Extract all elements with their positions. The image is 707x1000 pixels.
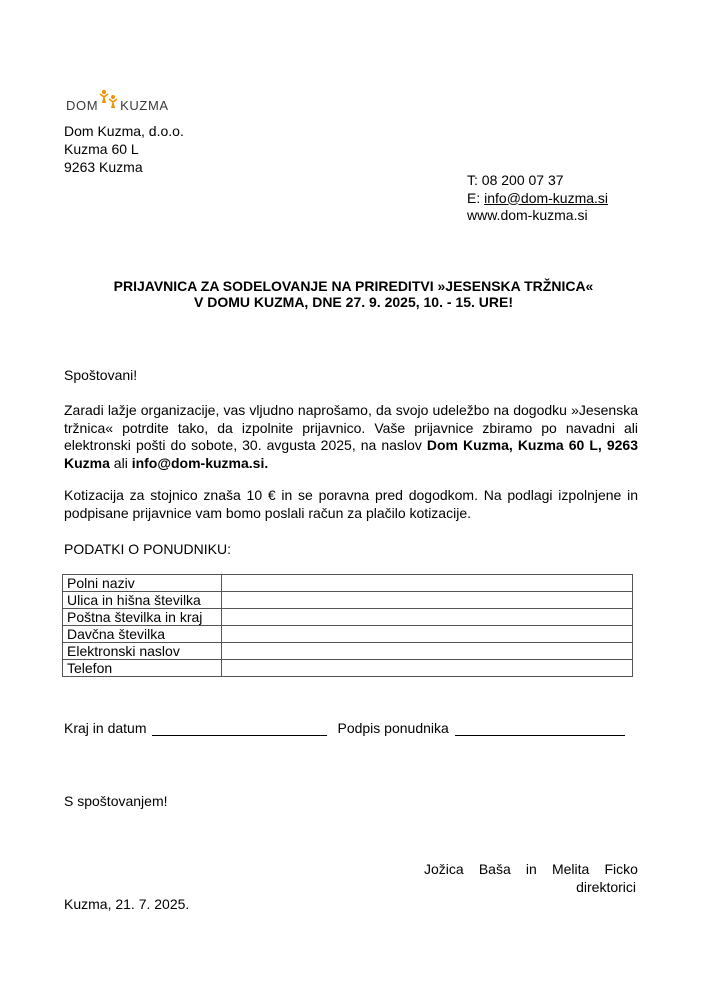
title-line-1: PRIJAVNICA ZA SODELOVANJE NA PRIREDITVI »JESENSKA TRŽNICA« bbox=[113, 278, 594, 294]
place-and-date: Kuzma, 21. 7. 2025. bbox=[64, 896, 190, 912]
email-link[interactable]: info@dom-kuzma.si bbox=[484, 189, 609, 206]
phone-prefix: T: bbox=[467, 172, 482, 188]
table-row bbox=[63, 592, 633, 609]
closing-greeting: S spoštovanjem! bbox=[64, 793, 168, 809]
document-title bbox=[40, 278, 667, 310]
logo-text-kuzma: KUZMA bbox=[120, 98, 169, 113]
street-field[interactable] bbox=[222, 592, 633, 609]
signer-first-name-1: Jožica bbox=[424, 861, 464, 877]
paragraph-fee: Kotizacija za stojnico znaša 10 € in se poravna pred dogodkom. Na podlagi izpolnjene in podpisane prijavnice vam bomo poslali račun za plačilo kotizacije. bbox=[64, 487, 638, 521]
contact-block bbox=[467, 172, 608, 225]
table-row bbox=[63, 609, 633, 626]
phone-number: 08 200 07 37 bbox=[481, 172, 564, 188]
signature-row bbox=[64, 720, 625, 736]
place-date-label: Kraj in datum bbox=[64, 720, 147, 736]
table-row bbox=[63, 660, 633, 677]
signer-role: direktorici bbox=[576, 878, 636, 895]
signer-first-name-2: Melita bbox=[551, 861, 590, 877]
place-date-line[interactable] bbox=[152, 720, 327, 736]
signer-last-name-1: Baša bbox=[478, 861, 511, 877]
bold-address: Dom Kuzma, Kuzma 60 L, 9263 Kuzma bbox=[64, 437, 638, 471]
company-city: 9263 Kuzma bbox=[64, 159, 143, 175]
company-logo bbox=[66, 88, 169, 112]
paragraph-or: ali bbox=[109, 454, 132, 471]
provider-form-table bbox=[62, 574, 633, 677]
signer-conjunction: in bbox=[525, 861, 537, 877]
table-row bbox=[63, 626, 633, 643]
title-line-2: V DOMU KUZMA, DNE 27. 9. 2025, 10. - 15. URE! bbox=[194, 294, 513, 310]
signature-line[interactable] bbox=[455, 720, 625, 736]
email-prefix: E: bbox=[467, 189, 485, 206]
signers-block bbox=[424, 861, 638, 896]
logo-people-icon bbox=[99, 88, 119, 112]
logo-text-dom: DOM bbox=[66, 98, 99, 113]
company-address bbox=[64, 122, 184, 176]
postal-field[interactable] bbox=[222, 609, 633, 626]
paragraph-instructions bbox=[64, 402, 638, 472]
signer-last-name-2: Ficko bbox=[604, 861, 638, 877]
signature-label: Podpis ponudnika bbox=[337, 720, 449, 736]
row-label: Poštna številka in kraj bbox=[63, 609, 222, 626]
paragraph-text: Zaradi lažje organizacije, vas vljudno naprošamo, da svojo udeležbo na dogodku »Jesenska tržnica« potrdite tako, da izpolnite prijavnico. Vaše prijavnice zbiramo po navadni ali elektronski pošti do sobote, 30. avgusta 2025, na naslov bbox=[64, 402, 638, 453]
tax-number-field[interactable] bbox=[222, 626, 633, 643]
signer-names bbox=[424, 861, 638, 879]
contact-phone bbox=[467, 172, 608, 190]
row-label: Polni naziv bbox=[63, 575, 222, 592]
email-field[interactable] bbox=[222, 643, 633, 660]
row-label: Elektronski naslov bbox=[63, 643, 222, 660]
company-name: Dom Kuzma, d.o.o. bbox=[64, 123, 184, 139]
contact-web: www.dom-kuzma.si bbox=[467, 207, 588, 223]
section-heading: PODATKI O PONUDNIKU: bbox=[64, 541, 231, 557]
greeting: Spoštovani! bbox=[64, 367, 138, 383]
row-label: Ulica in hišna številka bbox=[63, 592, 222, 609]
row-label: Davčna številka bbox=[63, 626, 222, 643]
bold-email: info@dom-kuzma.si. bbox=[131, 454, 269, 471]
contact-email bbox=[467, 190, 608, 208]
row-label: Telefon bbox=[63, 660, 222, 677]
table-row bbox=[63, 575, 633, 592]
company-street: Kuzma 60 L bbox=[64, 141, 139, 157]
phone-field[interactable] bbox=[222, 660, 633, 677]
table-row bbox=[63, 643, 633, 660]
full-name-field[interactable] bbox=[222, 575, 633, 592]
